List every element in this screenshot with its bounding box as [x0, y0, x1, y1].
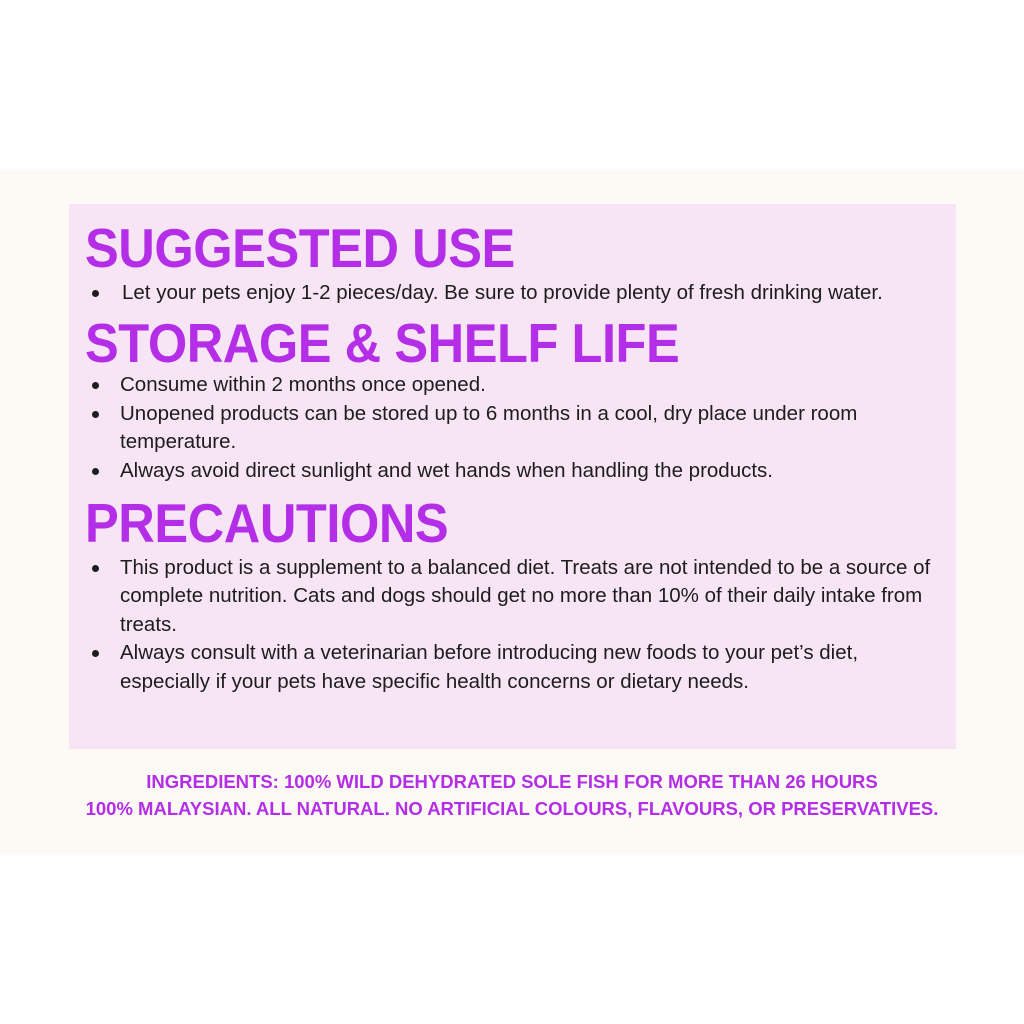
list-item-text: Consume within 2 months once opened. — [120, 373, 486, 397]
list-item — [85, 554, 944, 639]
list-item — [85, 400, 944, 457]
storage-heading: STORAGE & SHELF LIFE — [85, 312, 680, 375]
list-item-text: This product is a supplement to a balanced diet. Treats are not intended to be a source of complete nutrition. Cats and dogs should get no more than 10% of their daily intake from treats. — [120, 556, 931, 636]
bullet-icon — [92, 468, 99, 475]
list-item-text: Unopened products can be stored up to 6 months in a cool, dry place under room temperature. — [120, 401, 858, 454]
info-panel — [69, 204, 956, 749]
list-item — [85, 371, 944, 399]
bullet-icon — [92, 382, 99, 389]
precautions-section — [85, 492, 944, 696]
ingredients-line: INGREDIENTS: 100% WILD DEHYDRATED SOLE FISH FOR MORE THAN 26 HOURS — [146, 771, 878, 792]
precautions-list — [85, 554, 944, 696]
suggested-use-list — [85, 279, 944, 307]
list-item-text: Let your pets enjoy 1-2 pieces/day. Be sure to provide plenty of fresh drinking water. — [122, 281, 883, 304]
suggested-use-section — [85, 217, 944, 307]
bullet-icon — [92, 411, 99, 418]
list-item — [85, 457, 944, 485]
bullet-icon — [92, 650, 99, 657]
claims-line: 100% MALAYSIAN. ALL NATURAL. NO ARTIFICIAL COLOURS, FLAVOURS, OR PRESERVATIVES. — [85, 798, 939, 819]
list-item-text: Always consult with a veterinarian before introducing new foods to your pet’s diet, especially if your pets have specific health concerns or dietary needs. — [120, 641, 859, 693]
footer-notice — [0, 768, 1024, 822]
list-item-text: Always avoid direct sunlight and wet hands when handling the products. — [120, 458, 773, 482]
storage-section — [85, 312, 944, 485]
bullet-icon — [92, 290, 99, 297]
list-item — [85, 639, 944, 696]
suggested-use-heading: SUGGESTED USE — [85, 217, 515, 279]
bullet-icon — [92, 565, 99, 572]
list-item — [85, 279, 944, 307]
precautions-heading: PRECAUTIONS — [85, 492, 449, 555]
storage-list — [85, 371, 944, 485]
